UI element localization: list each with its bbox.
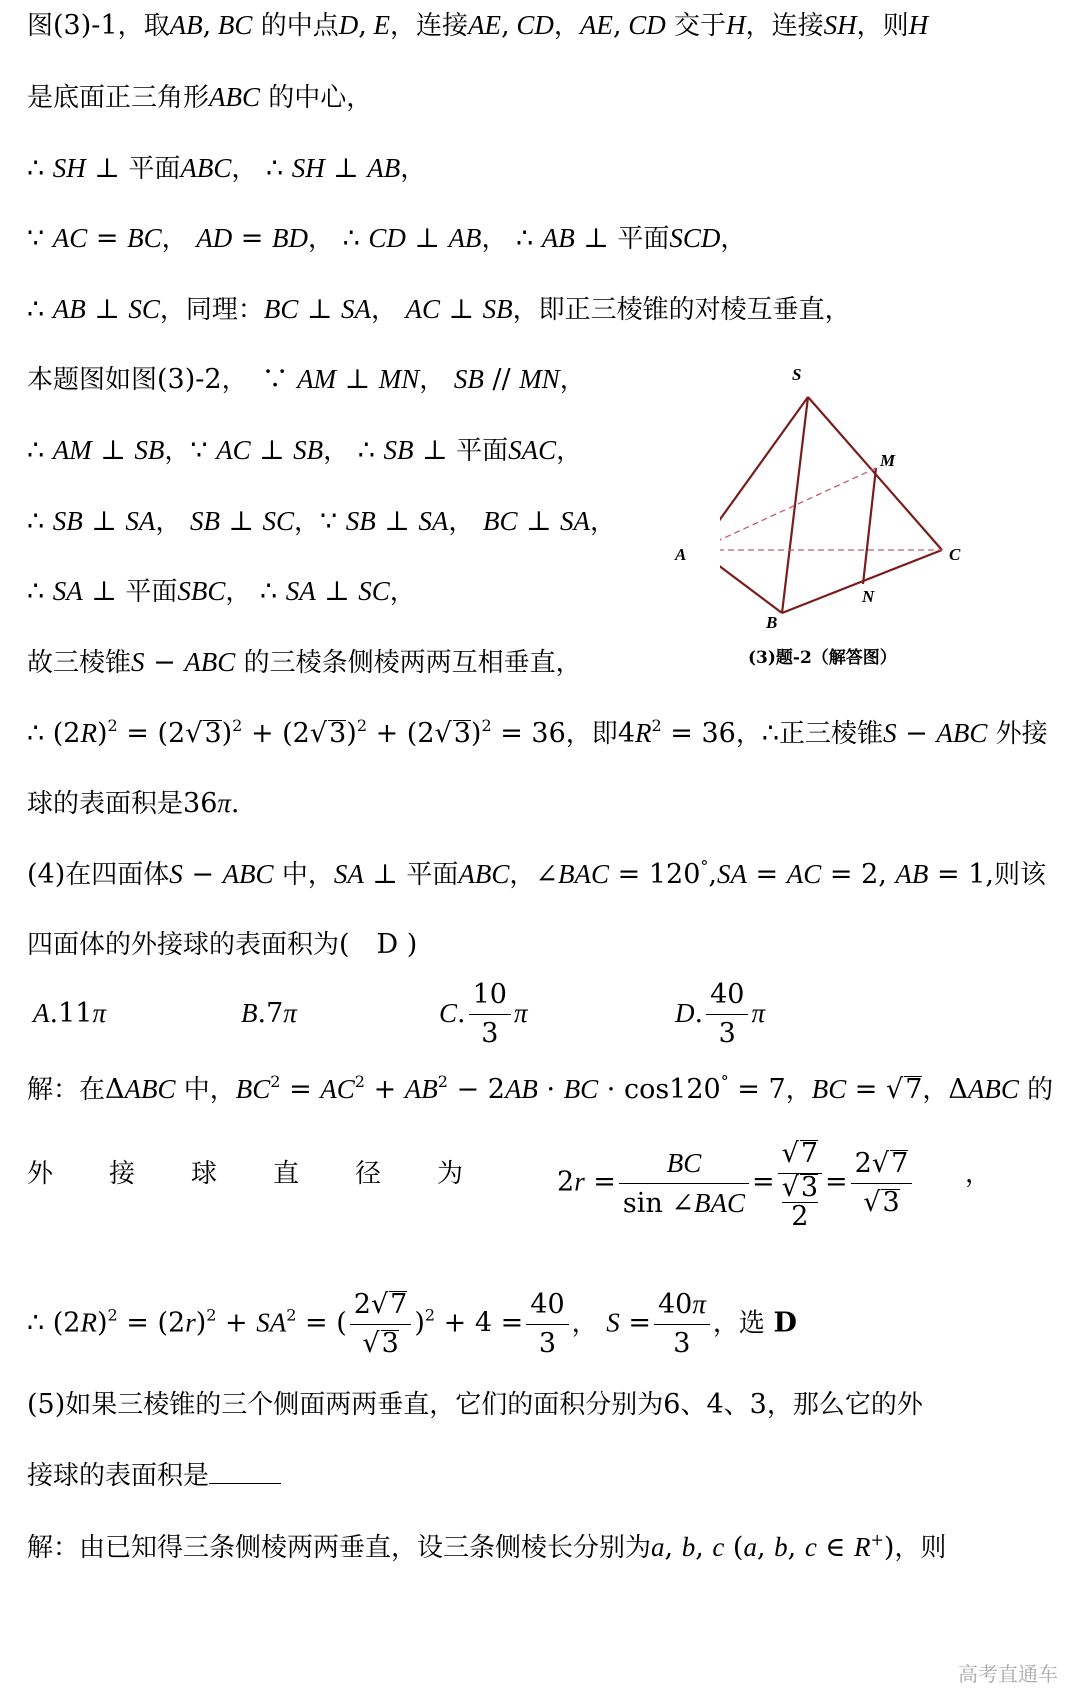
label-N: N (862, 587, 875, 606)
label-A: A (675, 545, 687, 564)
text-line-12: 球的表面积是36π. (27, 788, 240, 819)
text-line-2: 是底面正三角形ABC 的中心， (27, 82, 373, 113)
text-line-3: ∴ SH ⊥ 平面ABC， ∴ SH ⊥ AB， (27, 153, 427, 184)
text-line-13: (4)在四面体S − ABC 中，SA ⊥ 平面ABC，∠BAC = 120°,SA = AC = 2, AB = 1,则该 (27, 857, 1046, 890)
text-line-11: ∴ $(2R)^2 = (2√3)^2 + (2√3)^2 + (2√3)^2 = 36$，即$4R^2 = 36$，∴正三棱锥S − ABC 外接 (27, 716, 1048, 749)
edge-AB (720, 550, 782, 613)
text-line-7: ∴ AM ⊥ SB，∵ AC ⊥ SB， ∴ SB ⊥ 平面SAC， (27, 435, 583, 466)
text-line-14: 四面体的外接球的表面积为( D ) (27, 929, 418, 960)
text-line-6: 本题图如图(3)-2， ∵ AM ⊥ MN， SB // MN， (27, 364, 586, 395)
label-S: S (792, 365, 802, 384)
label-C: C (949, 545, 961, 564)
tetrahedron-diagram (675, 365, 970, 689)
text-line-1: 图(3)-1，取AB, BC 的中点D, E，连接AE, CD，AE, CD 交于H，连接SH，则H (27, 10, 929, 41)
text-line-16: 解：在ΔABC 中，$BC^2 = AC^2 + AB^2 - 2AB$ · BC · cos120° = 7，BC = √7，ΔABC 的 (27, 1072, 1054, 1105)
edge-SA (720, 397, 808, 550)
text-line-9: ∴ SA ⊥ 平面SBC， ∴ SA ⊥ SC， (27, 576, 416, 607)
watermark: 高考直通车 (958, 1662, 1058, 1686)
text-line-5: ∴ AB ⊥ SC，同理：BC ⊥ SA， AC ⊥ SB，即正三棱锥的对棱互垂直， (27, 294, 851, 325)
answer-blank (209, 1459, 281, 1484)
text-line-18: ∴ $(2R)^2 = (2r)^2 + SA^2$ = ( $\frac{2√7}{√3}$ )$^2$ + 4 = $\frac{40}{3}$ ， S = $\frac{40\pi}{3}$ ，选 D (27, 1285, 797, 1363)
diagram-caption: (3)题-2（解答图） (748, 648, 897, 668)
segment-MN (863, 468, 876, 584)
text-line-20: 接球的表面积是 (27, 1459, 281, 1493)
text-line-19: (5)如果三棱锥的三个侧面两两垂直，它们的面积分别为6、4、3，那么它的外 (27, 1389, 923, 1420)
label-M: M (880, 451, 896, 470)
tetrahedron-figure (720, 385, 970, 685)
label-B: B (766, 613, 778, 632)
text-line-21: 解：由已知得三条侧棱两两垂直，设三条侧棱长分别为a, b, c (a, b, c ∈ R+)，则 (27, 1530, 947, 1563)
text-line-10: 故三棱锥S − ABC 的三棱条侧棱两两互相垂直， (27, 647, 582, 678)
text-line-4: ∵ AC = BC， AD = BD， ∴ CD ⊥ AB， ∴ AB ⊥ 平面SCD， (27, 223, 747, 254)
text-line-8: ∴ SB ⊥ SA， SB ⊥ SC，∵ SB ⊥ SA， BC ⊥ SA， (27, 506, 617, 537)
